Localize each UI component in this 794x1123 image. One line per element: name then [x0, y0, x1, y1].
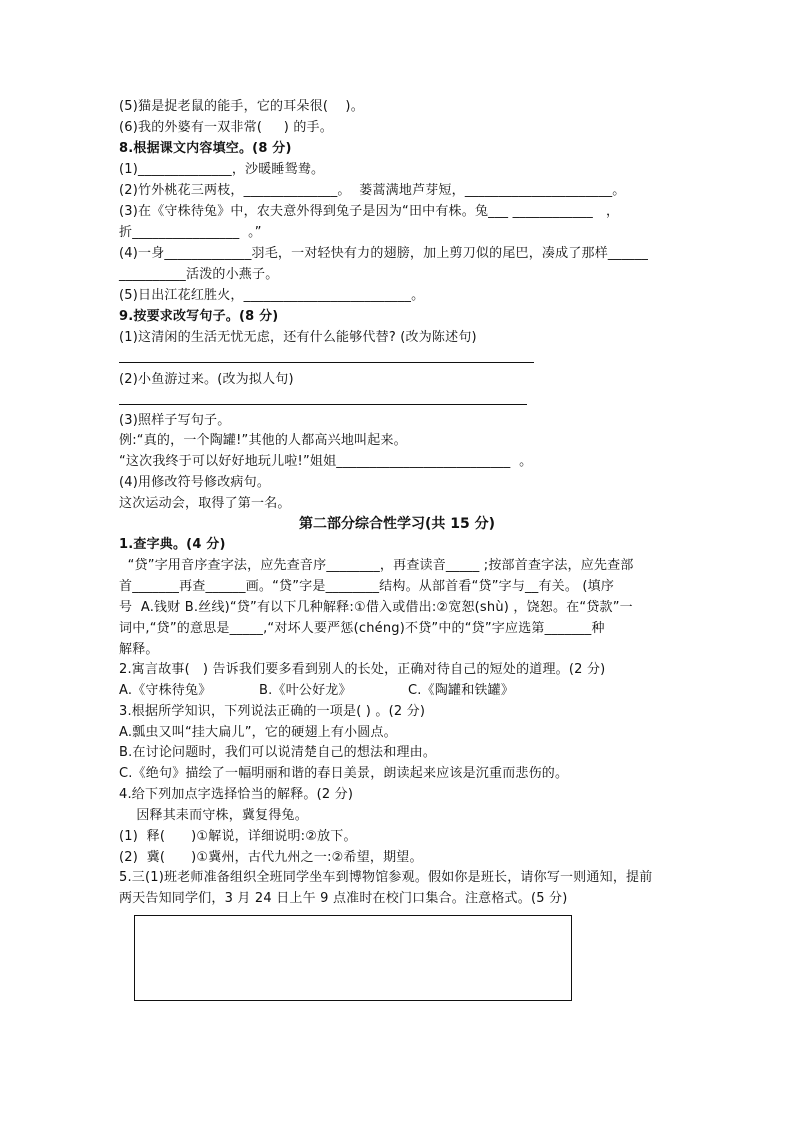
fill-8-5: (5)日出江花红胜火，_________________________。 [119, 288, 425, 303]
part2-q1-heading: 1.查字典。(4 分) [119, 537, 226, 552]
rewrite-9-4-sentence: 这次运动会，取得了第一名。 [119, 496, 291, 511]
part2-q3-option-c: C.《绝句》描绘了一幅明丽和谐的春日美景，朗读起来应该是沉重而悲伤的。 [119, 766, 569, 781]
part2-q5-line2: 两天告知同学们，3 月 24 日上午 9 点准时在校门口集合。注意格式。(5 分) [119, 891, 568, 906]
part2-q2: 2.寓言故事( ) 告诉我们要多看到别人的长处，正确对待自己的短处的道理。(2 分) [119, 662, 606, 677]
part2-q2-options: A.《守株待兔》 B.《叶公好龙》 C.《陶罐和铁罐》 [119, 683, 515, 698]
part2-q3-option-a: A.瓢虫又叫“挂大扁儿”，它的硬翅上有小圆点。 [119, 725, 397, 740]
answer-line-9-2 [119, 404, 527, 405]
part2-q1-line4: 词中,“贷”的意思是_____,“对坏人要严惩(chéng)不贷”中的“贷”字应选第_______种 [119, 621, 605, 636]
fill-8-3-line1: (3)在《守株待兔》中，农夫意外得到兔子是因为“田中有株。兔___ ____________ ， [119, 204, 620, 219]
part2-q1-line5: 解释。 [119, 642, 159, 657]
part2-q3-option-b: B.在讨论问题时，我们可以说清楚自己的想法和理由。 [119, 745, 437, 760]
notice-answer-box[interactable] [134, 915, 572, 1001]
rewrite-9-3: (3)照样子写句子。 [119, 413, 231, 428]
question-6: (6)我的外婆有一双非常( ) 的手。 [119, 120, 333, 135]
part2-q4-sentence: 因释其耒而守株，冀复得兔。 [119, 808, 308, 823]
fill-8-4-line2: __________活泼的小燕子。 [119, 267, 279, 282]
section-title: 第二部分综合性学习(共 15 分) [298, 516, 496, 532]
part2-q4-item2: (2) 冀( )①冀州，古代九州之一:②希望，期望。 [119, 850, 423, 865]
part2-q1-line3: 号 A.钱财 B.丝线)“贷”有以下几种解释:①借入或借出:②宽恕(shù) ，饶恕。在“贷款”一 [119, 600, 633, 615]
part2-q3: 3.根据所学知识，下列说法正确的一项是( ) 。(2 分) [119, 704, 426, 719]
fill-8-4-line1: (4)一身_____________羽毛，一对轻快有力的翅膀，加上剪刀似的尾巴，凑成了那样______ [119, 246, 649, 261]
part2-q4: 4.给下列加点字选择恰当的解释。(2 分) [119, 787, 354, 802]
section-9-heading: 9.按要求改写句子。(8 分) [119, 309, 279, 324]
fill-8-2: (2)竹外桃花三两枝，______________。 蒌蒿满地芦芽短，______________________。 [119, 183, 626, 198]
section-8-heading: 8.根据课文内容填空。(8 分) [119, 141, 292, 156]
rewrite-9-4: (4)用修改符号修改病句。 [119, 475, 271, 490]
fill-8-1: (1)______________，沙暖睡鸳鸯。 [119, 162, 325, 177]
part2-q1-line1: “贷”字用音序查字法，应先查音序________，再查读音_____ ;按部首查字法，应先查部 [119, 558, 634, 573]
rewrite-9-2: (2)小鱼游过来。(改为拟人句) [119, 372, 294, 387]
part2-q5-line1: 5.三(1)班老师准备组织全班同学坐车到博物馆参观。假如你是班长，请你写一则通知，提前 [119, 870, 653, 885]
part2-q4-item1: (1) 释( )①解说，详细说明:②放下。 [119, 829, 357, 844]
rewrite-9-1: (1)这清闲的生活无忧无虑，还有什么能够代替? (改为陈述句) [119, 330, 477, 345]
part2-q1-line2: 首_______再查______画。“贷”字是________结构。从部首看“贷”字与__有关。 (填序 [119, 579, 615, 594]
fill-8-3-line2: 折________________ 。” [119, 225, 262, 240]
rewrite-9-3-question: “这次我终于可以好好地玩儿啦!”姐姐__________________________ 。 [119, 454, 533, 469]
question-5: (5)猫是捉老鼠的能手，它的耳朵很( )。 [119, 99, 364, 114]
answer-line-9-1 [119, 362, 534, 363]
rewrite-9-3-example: 例:“真的，一个陶罐!”其他的人都高兴地叫起来。 [119, 433, 407, 448]
